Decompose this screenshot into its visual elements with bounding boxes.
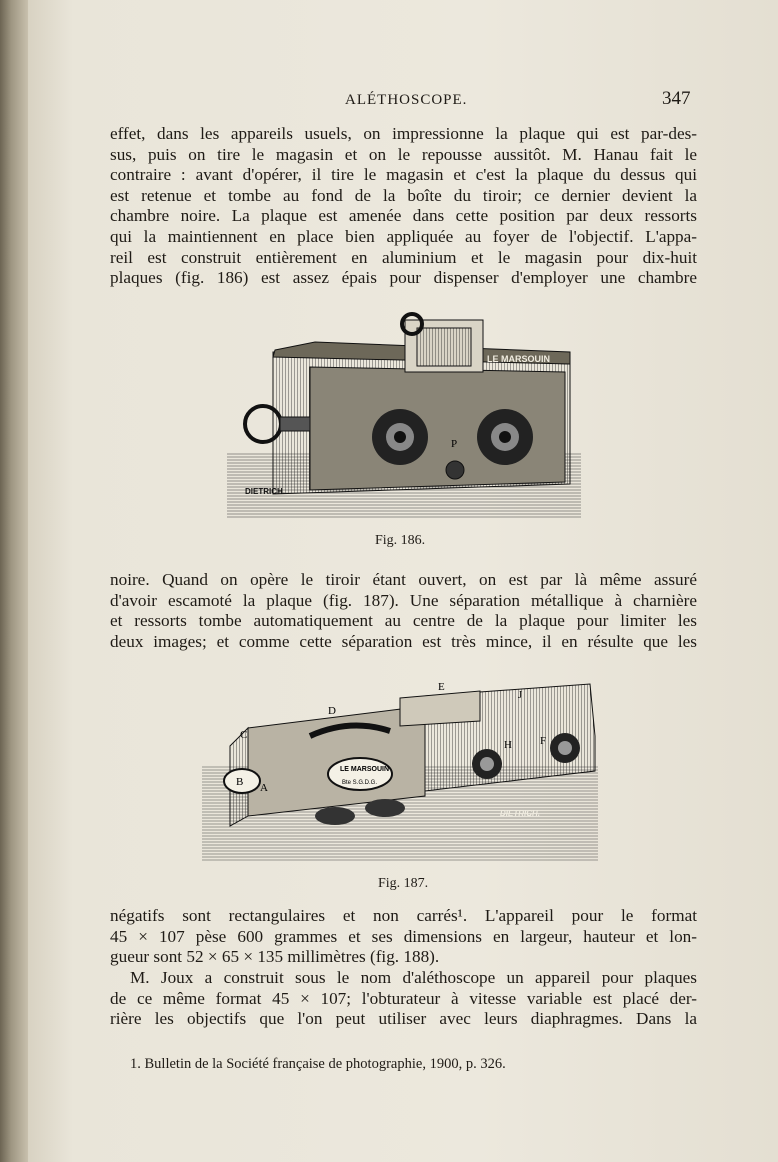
- figure-187-camera: [200, 676, 600, 866]
- figure-187-caption: Fig. 187.: [378, 876, 429, 891]
- label-h: H: [504, 739, 512, 751]
- figure-186-camera: [225, 312, 585, 524]
- book-binding: [0, 0, 28, 1162]
- label-b: B: [236, 776, 244, 788]
- footnote: 1. Bulletin de la Société française de photographie, 1900, p. 326.: [130, 1056, 506, 1072]
- engraver-signature: DIETRICH.: [245, 487, 285, 496]
- letter-p: P: [451, 438, 458, 450]
- engraver-signature: DIETRICH.: [500, 809, 540, 818]
- text-line: sus, puis on tire le magasin et on le repousse aussitôt. M. Hanau fait le: [110, 144, 697, 164]
- plate-label: LE MARSOUIN: [487, 354, 550, 364]
- figure-186-caption: Fig. 186.: [375, 533, 426, 548]
- text-line: est retenue et tombe au fond de la boîte du tiroir; ce dernier devient la: [110, 185, 697, 205]
- text-line: qui la maintiennent en place bien appliquée au foyer de l'objectif. L'appa-: [110, 226, 697, 246]
- label-a: A: [260, 782, 268, 794]
- text-line: gueur sont 52 × 65 × 135 millimètres (fig. 188).: [110, 947, 440, 967]
- text-line: effet, dans les appareils usuels, on impressionne la plaque qui est par-des-: [110, 124, 697, 143]
- text-line: deux images; et comme cette séparation est très mince, il en résulte que les: [110, 631, 697, 651]
- running-title: ALÉTHOSCOPE.: [345, 92, 468, 108]
- text-line: contraire : avant d'opérer, il tire le magasin et c'est la plaque du dessus qui: [110, 165, 697, 185]
- text-line: M. Joux a construit sous le nom d'aléthoscope un appareil pour plaques: [130, 968, 697, 987]
- label-c: C: [240, 729, 248, 741]
- paragraph-2: [110, 570, 697, 652]
- text-line: reil est construit entièrement en aluminium et le magasin pour dix-huit: [110, 247, 697, 267]
- text-line: plaques (fig. 186) est assez épais pour dispenser d'employer une chambre: [110, 268, 697, 288]
- text-line: et ressorts tombe automatiquement au centre de la plaque pour limiter les: [110, 611, 697, 631]
- text-line: rière les objectifs que l'on peut utiliser avec leurs diaphragmes. Dans la: [110, 1009, 697, 1029]
- paragraph-3: [110, 906, 697, 968]
- label-e: E: [438, 681, 445, 693]
- label-d: D: [328, 705, 336, 717]
- paragraph-4: [110, 968, 697, 1030]
- plate-label-line1: LE MARSOUIN: [340, 766, 389, 773]
- text-line: négatifs sont rectangulaires et non carrés¹. L'appareil pour le format: [110, 906, 697, 925]
- label-j: J: [518, 689, 523, 701]
- paragraph-1: [110, 124, 697, 289]
- plate-label-line2: Bte S.G.D.G.: [342, 780, 378, 786]
- text-line: d'avoir escamoté la plaque (fig. 187). Une séparation métallique à charnière: [110, 590, 697, 610]
- text-line: de ce même format 45 × 107; l'obturateur à vitesse variable est placé der-: [110, 988, 697, 1008]
- text-line: chambre noire. La plaque est amenée dans cette position par deux ressorts: [110, 206, 697, 226]
- text-line: 45 × 107 pèse 600 grammes et ses dimensions en largeur, hauteur et lon-: [110, 926, 697, 946]
- text-line: noire. Quand on opère le tiroir étant ouvert, on est par là même assuré: [110, 570, 697, 589]
- page-number: 347: [662, 88, 691, 109]
- label-f: F: [540, 735, 547, 747]
